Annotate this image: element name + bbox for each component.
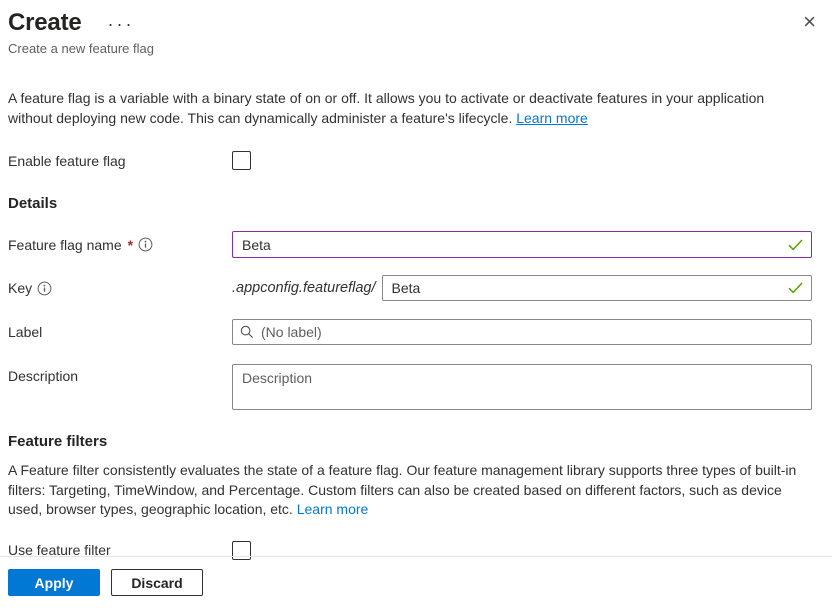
page-subtitle: Create a new feature flag — [8, 41, 154, 56]
feature-filters-heading: Feature filters — [8, 433, 108, 450]
key-row — [0, 275, 832, 301]
key-input[interactable] — [382, 275, 813, 301]
valid-check-icon — [788, 282, 803, 294]
close-icon: × — [803, 9, 816, 34]
details-heading: Details — [8, 195, 58, 212]
feature-flag-name-label: Feature flag name * — [8, 237, 232, 253]
intro-text: A feature flag is a variable with a binary state of on or off. It allows you to activate or deactivate features in your application without deploying new code. This can dynamically administer a feature's lifecycle. — [8, 90, 765, 126]
required-asterisk: * — [127, 236, 134, 253]
feature-flag-name-input[interactable] — [232, 231, 812, 258]
panel-header — [0, 0, 832, 56]
search-icon — [240, 325, 254, 339]
enable-feature-flag-label: Enable feature flag — [8, 152, 126, 169]
discard-button[interactable]: Discard — [111, 569, 203, 596]
info-icon[interactable] — [37, 281, 52, 296]
description-textarea[interactable] — [232, 364, 812, 410]
label-row — [0, 319, 832, 345]
label-field-label: Label — [8, 324, 43, 340]
key-label: Key — [8, 280, 232, 296]
page-title: Create — [8, 9, 82, 36]
label-input[interactable] — [232, 319, 812, 345]
info-icon[interactable] — [138, 237, 153, 252]
key-prefix: .appconfig.featureflag/ — [232, 280, 376, 296]
more-options-button[interactable] — [108, 15, 135, 33]
feature-filters-text: A Feature filter consistently evaluates the state of a feature flag. Our feature management library supports three types of built-in filters: Targeting, TimeWindow, and Percentage. Custom filters can also be created based on different factors, such as device used, browser types, geographic location, etc. — [8, 462, 797, 517]
close-button[interactable] — [799, 10, 820, 34]
description-row — [0, 364, 832, 410]
enable-feature-flag-checkbox[interactable] — [232, 151, 251, 170]
intro-learn-more-link[interactable]: Learn more — [516, 109, 588, 126]
apply-button[interactable]: Apply — [8, 569, 100, 596]
feature-filters-paragraph — [8, 461, 818, 520]
enable-feature-flag-row — [0, 151, 832, 170]
intro-paragraph — [8, 89, 792, 128]
ellipsis-icon: ··· — [107, 14, 135, 34]
filters-learn-more-link[interactable]: Learn more — [296, 501, 369, 517]
valid-check-icon — [788, 239, 803, 251]
feature-flag-name-row — [0, 231, 832, 258]
panel-footer — [0, 556, 832, 614]
use-feature-filter-label: Use feature filter — [8, 542, 111, 558]
description-label: Description — [8, 368, 79, 384]
